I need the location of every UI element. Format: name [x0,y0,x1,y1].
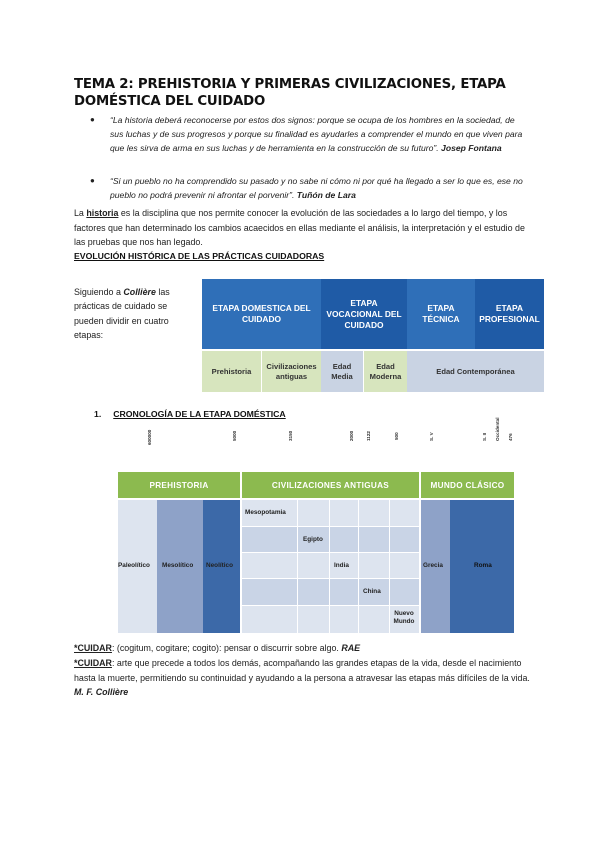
stage-header-domestica: ETAPA DOMESTICA DEL CUIDADO [202,279,321,349]
label-nuevo-mundo: Nuevo Mundo [393,610,415,625]
tick-label: Occidental [495,417,500,441]
quote-fontana: ● “La historia deberá reconocerse por estos dos signos: porque se ocupa de los hombres en la sociedad, de sus luchas y de sus progresos y porque su finalidad es ayudarles a comprender el mundo en que viven para que les sirva de arma en sus luchas y de herramienta en la construcción de su futuro”. Josep Fontana [90,115,523,153]
section-title-cronologia: 1. CRONOLOGÍA DE LA ETAPA DOMÉSTICA [94,409,286,419]
tick-label: 1122 [366,431,371,441]
tick-label: 2000 [349,430,354,441]
tick-label: 500 [394,432,399,440]
keyword-historia: historia [86,208,119,218]
quote-author: Tuñón de Lara [296,190,356,200]
period-prehistoria: Prehistoria [202,351,262,392]
label-roma: Roma [474,562,492,569]
tick-label: S. V [429,432,434,441]
period-edad-media: Edad Media [321,351,364,392]
band-civilizaciones: CIVILIZACIONES ANTIGUAS [242,472,419,498]
label-mesopotamia: Mesopotamia [245,509,286,516]
label-grecia: Grecia [423,562,443,569]
definition-cuidar-rae: *CUIDAR: (cogitum, cogitare; cogito): pensar o discurrir sobre algo. RAE [74,643,361,653]
bullet-icon: ● [90,176,95,185]
tick-label: 5000 [232,430,237,441]
period-civilizaciones: Civilizaciones antiguas [262,351,321,392]
stages-table [202,279,544,392]
tick-label: 600000 [147,429,152,445]
tick-label: S. II [482,432,487,441]
definition-cuidar-colliere: *CUIDAR: arte que precede a todos los demás, acompañando las grandes etapas de la vida, desde el nacimiento hasta la muerte, permitiendo su continuidad y ayudando a la persona a atravesar las etapas más difíciles de la vida. M. F. Collière [74,658,530,698]
bullet-icon: ● [90,115,95,124]
tick-label: 476 [508,433,513,441]
label-egipto: Egipto [303,536,323,543]
stage-header-tecnica: ETAPA TÉCNICA [407,279,475,349]
label-mesolitico: Mesolítico [162,562,194,569]
stage-header-vocacional: ETAPA VOCACIONAL DEL CUIDADO [321,279,407,349]
page-title: TEMA 2: PREHISTORIA Y PRIMERAS CIVILIZACIONES, ETAPA DOMÉSTICA DEL CUIDADO [74,77,506,109]
quote-author: Josep Fontana [441,143,502,153]
band-prehistoria: PREHISTORIA [118,472,240,498]
stage-header-profesional: ETAPA PROFESIONAL [475,279,544,349]
period-edad-moderna: Edad Moderna [364,351,407,392]
section-title-evolucion: EVOLUCIÓN HISTÓRICA DE LAS PRÁCTICAS CUIDADORAS [74,251,325,261]
quote-tunon: ● “Si un pueblo no ha comprendido su pasado y no sabe ni cómo ni por qué ha llegado a ser lo que es, ese no pueblo no podrá prevenir ni afrontar el porvenir”. Tuñón de Lara [90,176,523,200]
band-mundo-clasico: MUNDO CLÁSICO [421,472,514,498]
label-neolitico: Neolítico [206,562,233,569]
label-india: India [334,562,349,569]
label-china: China [363,588,381,595]
label-paleolitico: Paleolítico [118,562,150,569]
intro-paragraph: La historia es la disciplina que nos permite conocer la evolución de las sociedades a lo largo del tiempo, y los factores que han determinado los cambios acaecidos en ellas mediante el análisis, la interpretación y el estudio de las pruebas que nos han legado. [74,208,525,248]
side-text: Siguiendo a Collière las prácticas de cuidado se pueden dividir en cuatro etapas: [74,287,170,341]
tick-label: 3150 [288,430,293,441]
period-edad-contemporanea: Edad Contemporánea [407,351,544,392]
